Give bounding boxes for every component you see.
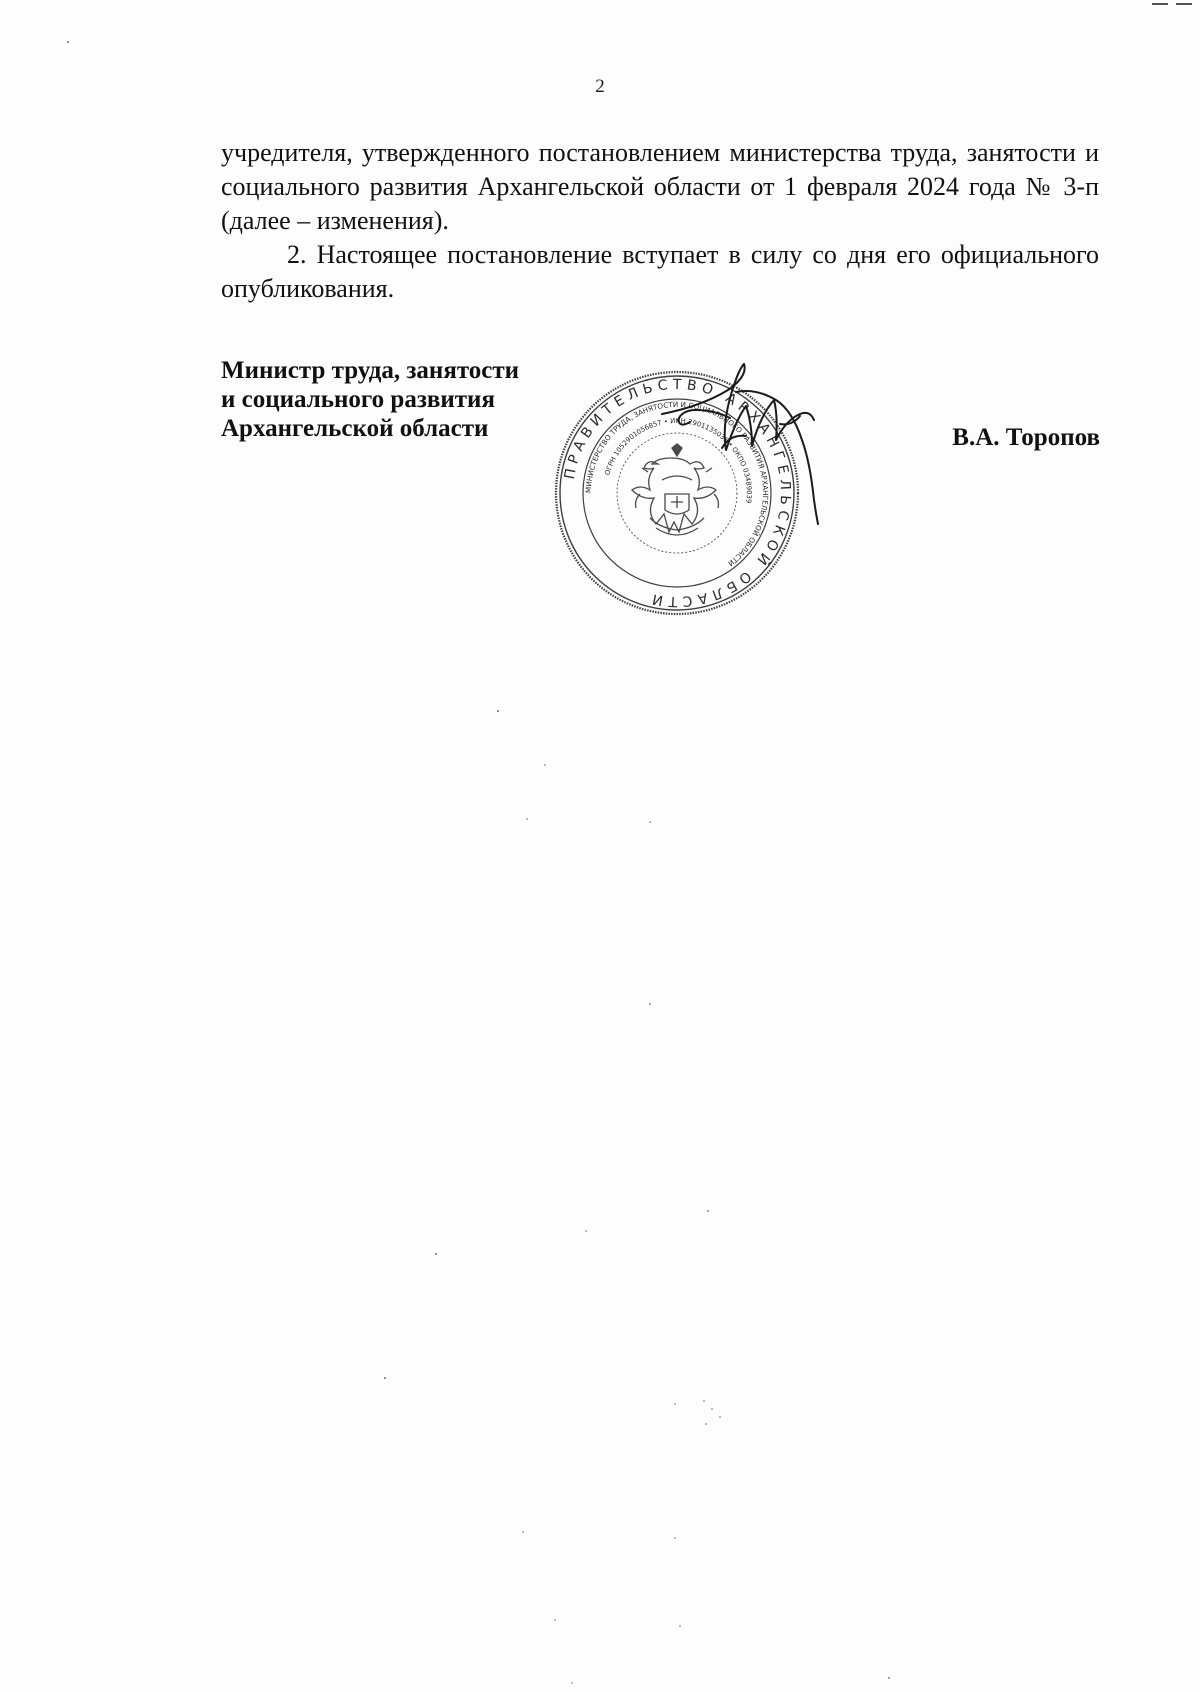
seal-inner-text: МИНИСТЕРСТВО ТРУДА, ЗАНЯТОСТИ И СОЦИАЛЬНОГО РАЗВИТИЯ АРХАНГЕЛЬСКОЙ ОБЛАСТИ [583, 399, 771, 569]
signer-position-line-3: Архангельской области [221, 415, 489, 442]
seal-outer-text: ПРАВИТЕЛЬСТВО АРХАНГЕЛЬСКОЙ ОБЛАСТИ [561, 376, 794, 610]
body-paragraph-2: 2. Настоящее постановление вступает в силу со дня его официального опубликования. [221, 240, 1099, 303]
body-paragraph-1: учредителя, утвержденного постановлением министерства труда, занятости и социального развития Архангельской области от 1 февраля 2024 года № 3-п (далее – изменения). [221, 138, 1099, 235]
scan-edge-marks [1150, 0, 1194, 8]
signer-name: В.А. Торопов [952, 424, 1100, 451]
page-number: 2 [595, 76, 605, 97]
signer-position-line-1: Министр труда, занятости [221, 357, 520, 384]
signer-position-line-2: и социального развития [221, 386, 495, 413]
seal-registration-text: ОГРН 1052901056857 • ИНН 2901135036 • ОКПО 03489039 [603, 416, 754, 504]
